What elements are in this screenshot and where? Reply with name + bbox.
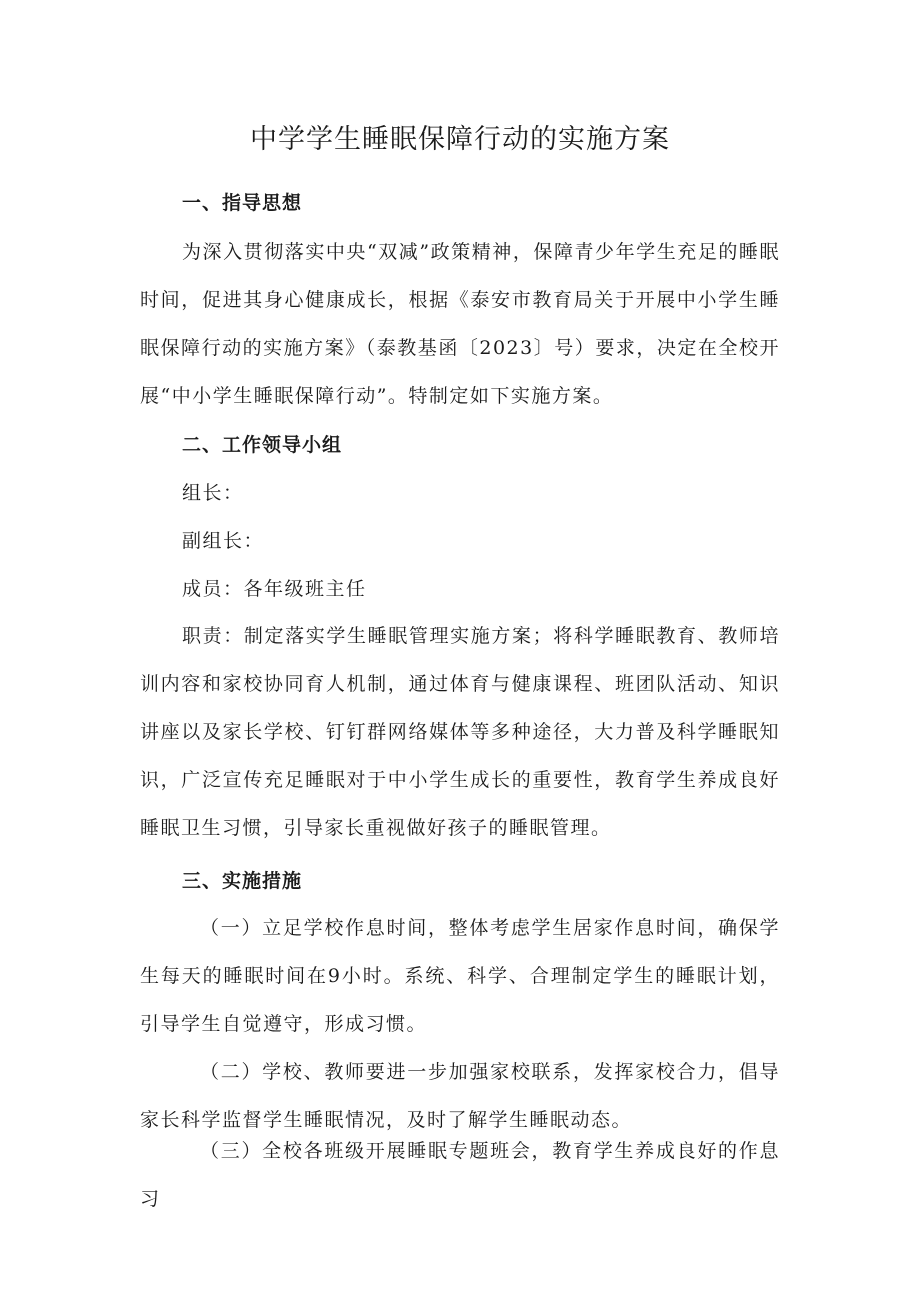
members-field: 成员：各年级班主任 xyxy=(182,578,367,600)
measure-item-3: （三）全校各班级开展睡眠专题班会，教育学生养成良好的作息习 xyxy=(140,1140,780,1210)
section-heading-guiding-ideology: 一、指导思想 xyxy=(182,192,303,214)
duties-paragraph: 职责：制定落实学生睡眠管理实施方案；将科学睡眠教育、教师培训内容和家校协同育人机制，通过体育与健康课程、班团队活动、知识讲座以及家长学校、钉钉群网络媒体等多种途径，大力普及科学睡眠知识，广泛宣传充足睡眠对于中小学生成长的重要性，教育学生养成良好睡眠卫生习惯，引导家长重视做好孩子的睡眠管理。 xyxy=(140,625,780,839)
leader-field: 组长： xyxy=(182,482,244,504)
measure-item-2: （二）学校、教师要进一步加强家校联系，发挥家校合力，倡导家长科学监督学生睡眠情况，及时了解学生睡眠动态。 xyxy=(140,1061,780,1131)
section-heading-measures: 三、实施措施 xyxy=(182,870,303,892)
section-heading-leadership-group: 二、工作领导小组 xyxy=(182,434,343,456)
measure-item-1: （一）立足学校作息时间，整体考虑学生居家作息时间，确保学生每天的睡眠时间在9小时。系统、科学、合理制定学生的睡眠计划，引导学生自觉遵守，形成习惯。 xyxy=(140,917,780,1035)
document-title: 中学学生睡眠保障行动的实施方案 xyxy=(250,124,670,155)
guiding-ideology-paragraph: 为深入贯彻落实中央“双减”政策精神，保障青少年学生充足的睡眠时间，促进其身心健康成长，根据《泰安市教育局关于开展中小学生睡眠保障行动的实施方案》（泰教基函〔2023〕号）要求，决定在全校开展“中小学生睡眠保障行动”。特制定如下实施方案。 xyxy=(140,241,780,407)
deputy-leader-field: 副组长： xyxy=(182,530,265,552)
